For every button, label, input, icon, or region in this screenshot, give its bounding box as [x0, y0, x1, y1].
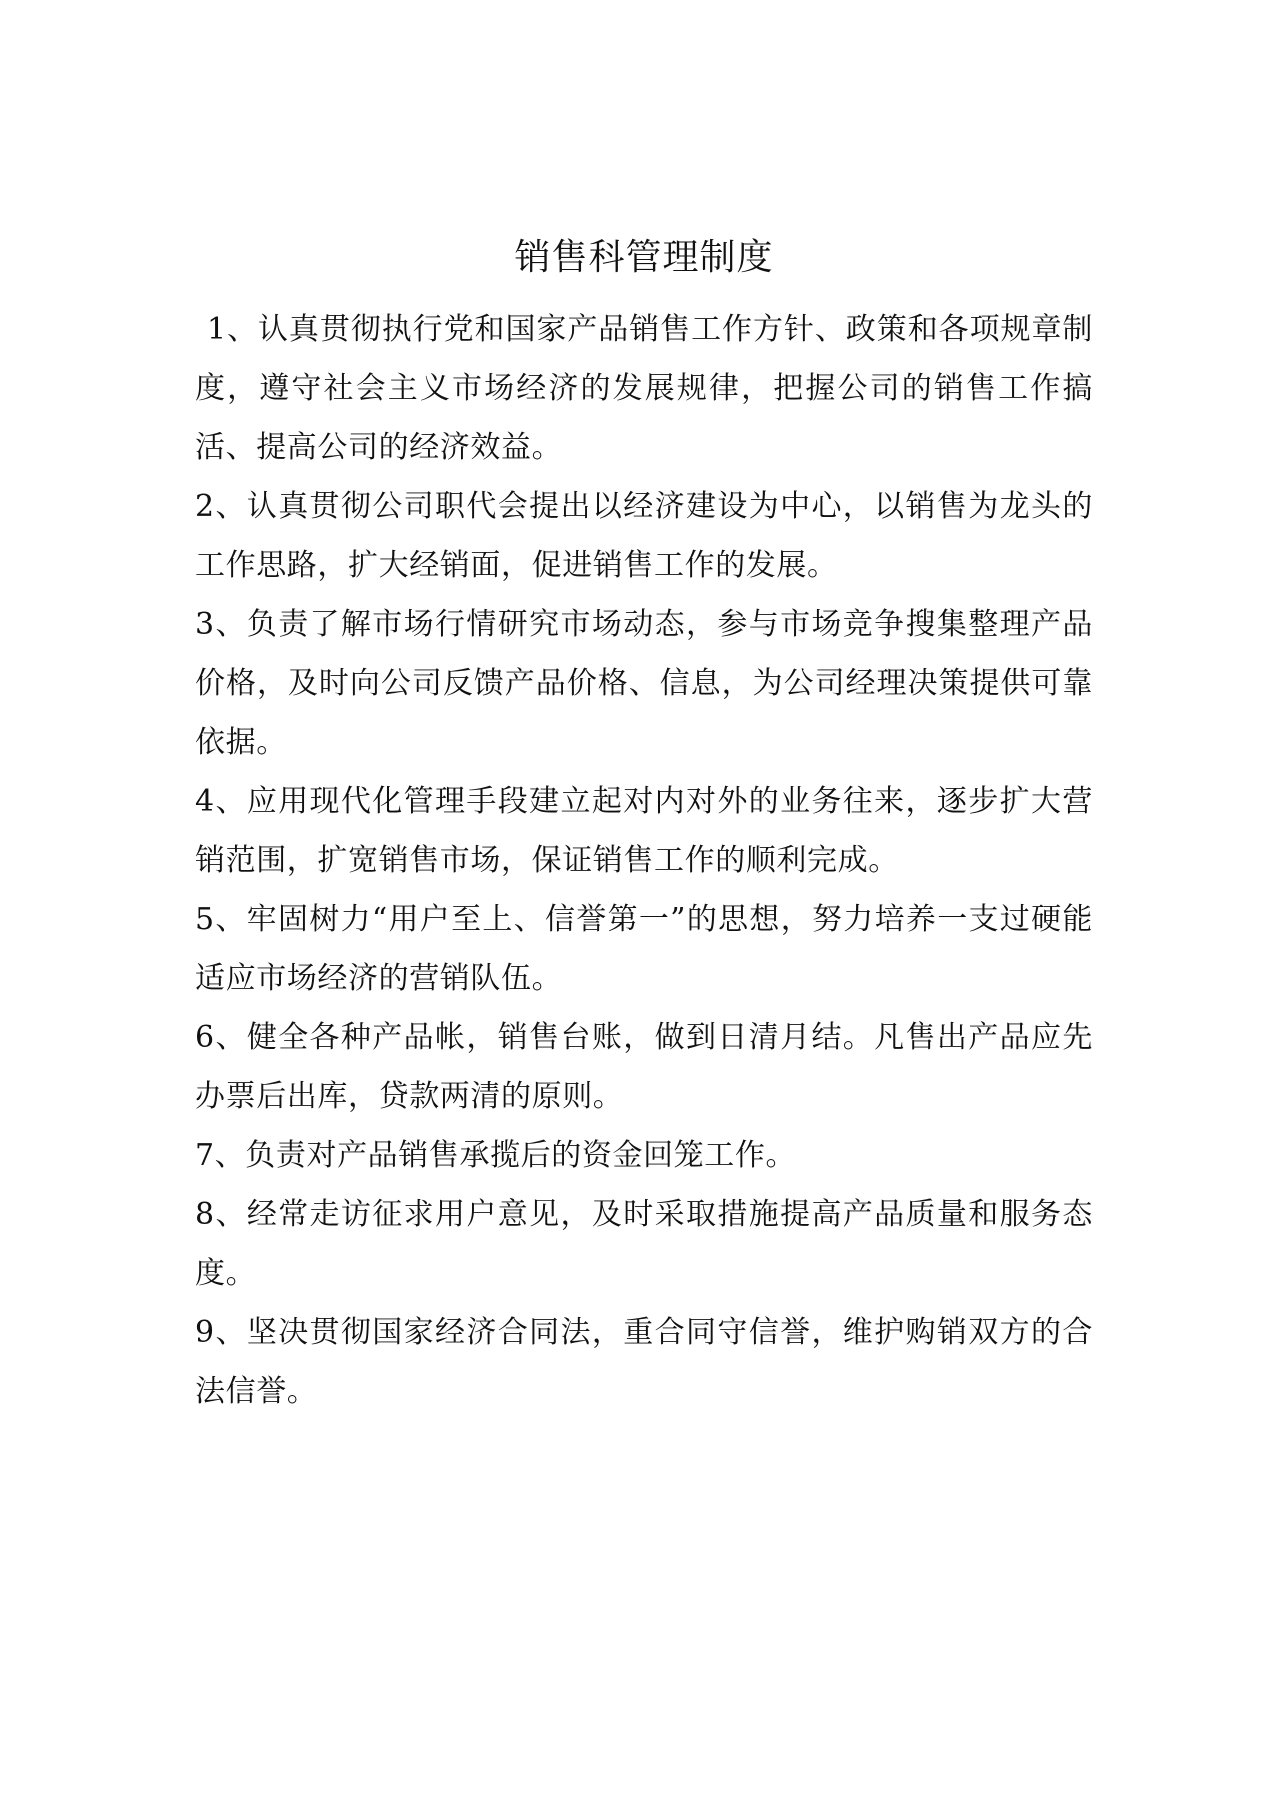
regulation-item-2: 2、认真贯彻公司职代会提出以经济建设为中心，以销售为龙头的工作思路，扩大经销面，促进销售工作的发展。 [195, 489, 1093, 583]
regulation-list [195, 300, 1093, 1421]
regulation-item-4: 4、应用现代化管理手段建立起对内对外的业务往来，逐步扩大营销范围，扩宽销售市场，保证销售工作的顺利完成。 [195, 784, 1093, 878]
regulation-item-5: 5、牢固树力“用户至上、信誉第一”的思想，努力培养一支过硬能适应市场经济的营销队伍。 [195, 902, 1093, 996]
document-body [195, 232, 1093, 1421]
regulation-item-8: 8、经常走访征求用户意见，及时采取措施提高产品质量和服务态度。 [195, 1197, 1093, 1291]
document-title: 销售科管理制度 [514, 237, 774, 278]
regulation-item-6: 6、健全各种产品帐，销售台账，做到日清月结。凡售出产品应先办票后出库，贷款两清的原则。 [195, 1020, 1093, 1114]
regulation-item-3: 3、负责了解市场行情研究市场动态，参与市场竞争搜集整理产品价格，及时向公司反馈产品价格、信息，为公司经理决策提供可靠依据。 [195, 607, 1093, 760]
regulation-item-7: 7、负责对产品销售承揽后的资金回笼工作。 [195, 1138, 797, 1173]
regulation-item-9: 9、坚决贯彻国家经济合同法，重合同守信誉，维护购销双方的合法信誉。 [195, 1315, 1093, 1409]
regulation-item-1: 1、认真贯彻执行党和国家产品销售工作方针、政策和各项规章制度，遵守社会主义市场经济的发展规律，把握公司的销售工作搞活、提高公司的经济效益。 [195, 312, 1093, 465]
